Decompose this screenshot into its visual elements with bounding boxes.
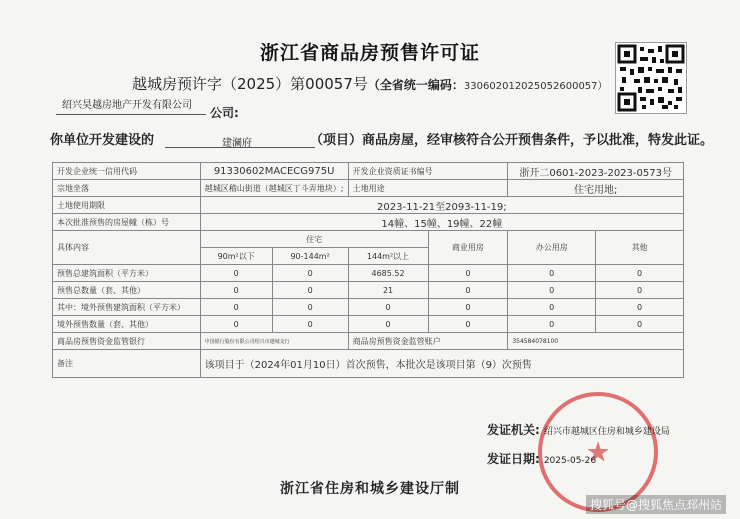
cell-value: 0 bbox=[596, 282, 684, 299]
credit-code: 91330602MACECG975U bbox=[200, 163, 348, 180]
issuer-line bbox=[487, 421, 670, 438]
table-row bbox=[53, 231, 684, 248]
unified-code: 330602012025052600057） bbox=[463, 81, 608, 92]
table-row bbox=[53, 197, 684, 214]
row-label: 预售总数量（套、其他） bbox=[53, 282, 201, 299]
cell-value: 0 bbox=[508, 282, 596, 299]
table-row bbox=[53, 333, 684, 350]
table-row bbox=[53, 265, 684, 282]
source-watermark: 搜狐号@搜狐焦点邳州站 bbox=[586, 495, 726, 514]
row-label: 开发企业资质证书编号 bbox=[348, 163, 508, 180]
cell-value: 4685.52 bbox=[348, 265, 428, 282]
cell-value: 0 bbox=[508, 265, 596, 282]
table-row bbox=[53, 350, 684, 378]
land-term: 2023-11-21至2093-11-19; bbox=[200, 197, 683, 214]
cell-value: 0 bbox=[348, 299, 428, 316]
unified-code-label: （全省统一编码： bbox=[367, 78, 464, 92]
row-label: 其中：境外预售建筑面积（平方米） bbox=[53, 299, 201, 316]
cell-value: 21 bbox=[348, 282, 428, 299]
cell-value: 0 bbox=[428, 316, 508, 333]
table-row bbox=[53, 282, 684, 299]
row-label: 土地使用期限 bbox=[53, 197, 201, 214]
cell-value: 0 bbox=[272, 299, 348, 316]
cell-value: 0 bbox=[348, 316, 428, 333]
qualification-number: 浙开二0601-2023-2023-0573号 bbox=[508, 163, 684, 180]
subheader-over-144: 144m²以上 bbox=[348, 248, 428, 265]
row-label: 开发企业统一信用代码 bbox=[53, 163, 201, 180]
header-commercial: 商业用房 bbox=[428, 231, 508, 265]
project-underline bbox=[165, 147, 315, 148]
cell-value: 0 bbox=[508, 299, 596, 316]
row-label: 商品房预售资金监管银行 bbox=[53, 333, 201, 350]
statement-prefix: 你单位开发建设的 bbox=[50, 133, 155, 148]
table-row bbox=[53, 180, 684, 197]
cell-value: 0 bbox=[428, 299, 508, 316]
table-row bbox=[53, 163, 684, 180]
land-location: 越城区稽山街道（越城区丁斗弄地块）; bbox=[200, 180, 348, 197]
cell-value: 0 bbox=[200, 282, 272, 299]
cell-value: 0 bbox=[200, 299, 272, 316]
issue-date: 2025-05-26 bbox=[543, 456, 597, 466]
header-residential: 住宅 bbox=[200, 231, 428, 248]
statement-suffix: （项目）商品房屋，经审核符合公开预售条件，予以批准，特发此证。 bbox=[310, 133, 714, 148]
header-office: 办公用房 bbox=[508, 231, 596, 265]
land-use: 住宅用地; bbox=[508, 180, 684, 197]
row-label: 境外预售数量（套、其他） bbox=[53, 316, 201, 333]
seal-star-icon: ★ bbox=[585, 435, 611, 469]
issuer-name: 绍兴市越城区住房和城乡建设局 bbox=[543, 427, 670, 437]
company-suffix: 公司: bbox=[210, 106, 239, 120]
approval-statement bbox=[50, 129, 713, 148]
remark-text: 该项目于（2024年01月10日）首次预售，本批次是该项目第（9）次预售 bbox=[200, 350, 683, 378]
qr-code-icon bbox=[615, 42, 687, 114]
building-numbers: 14幢、15幢、19幢、22幢 bbox=[200, 214, 683, 231]
cell-value: 0 bbox=[200, 316, 272, 333]
project-name: 建澜府 bbox=[222, 138, 252, 149]
issuing-department: 浙江省住房和城乡建设厅制 bbox=[280, 481, 460, 497]
supervision-bank: 中国银行股份有限公司绍兴市越城支行 bbox=[200, 333, 348, 350]
issuer-label: 发证机关: bbox=[487, 423, 540, 437]
subheader-90-144: 90-144m² bbox=[272, 248, 348, 265]
permit-number-line bbox=[132, 73, 608, 94]
cell-value: 0 bbox=[272, 265, 348, 282]
subheader-under-90: 90m²以下 bbox=[200, 248, 272, 265]
document-title: 浙江省商品房预售许可证 bbox=[259, 42, 480, 64]
company-name: 绍兴昊越房地产开发有限公司 bbox=[62, 100, 192, 111]
row-label: 商品房预售资金监管账户 bbox=[348, 333, 508, 350]
cell-value: 0 bbox=[596, 316, 684, 333]
issue-date-line bbox=[487, 450, 596, 467]
cell-value: 0 bbox=[428, 282, 508, 299]
row-label: 土地用途 bbox=[348, 180, 508, 197]
row-label: 备注 bbox=[53, 350, 201, 378]
cell-value: 0 bbox=[508, 316, 596, 333]
row-label: 宗地坐落 bbox=[53, 180, 201, 197]
cell-value: 0 bbox=[596, 265, 684, 282]
cell-value: 0 bbox=[272, 316, 348, 333]
supervision-account: 354584078100 bbox=[508, 333, 684, 350]
issue-date-label: 发证日期: bbox=[487, 452, 540, 466]
cell-value: 0 bbox=[596, 299, 684, 316]
cell-value: 0 bbox=[200, 265, 272, 282]
row-label: 预售总建筑面积（平方米） bbox=[53, 265, 201, 282]
permit-table bbox=[52, 162, 684, 378]
cell-value: 0 bbox=[428, 265, 508, 282]
header-other: 其他 bbox=[596, 231, 684, 265]
table-row bbox=[53, 316, 684, 333]
table-row bbox=[53, 214, 684, 231]
company-underline bbox=[56, 114, 206, 115]
row-label: 具体内容 bbox=[53, 231, 201, 265]
table-row bbox=[53, 299, 684, 316]
cell-value: 0 bbox=[272, 282, 348, 299]
row-label: 本次批准预售的房屋幢（栋）号 bbox=[53, 214, 201, 231]
permit-number: 越城房预许字（2025）第00057号 bbox=[132, 75, 368, 93]
